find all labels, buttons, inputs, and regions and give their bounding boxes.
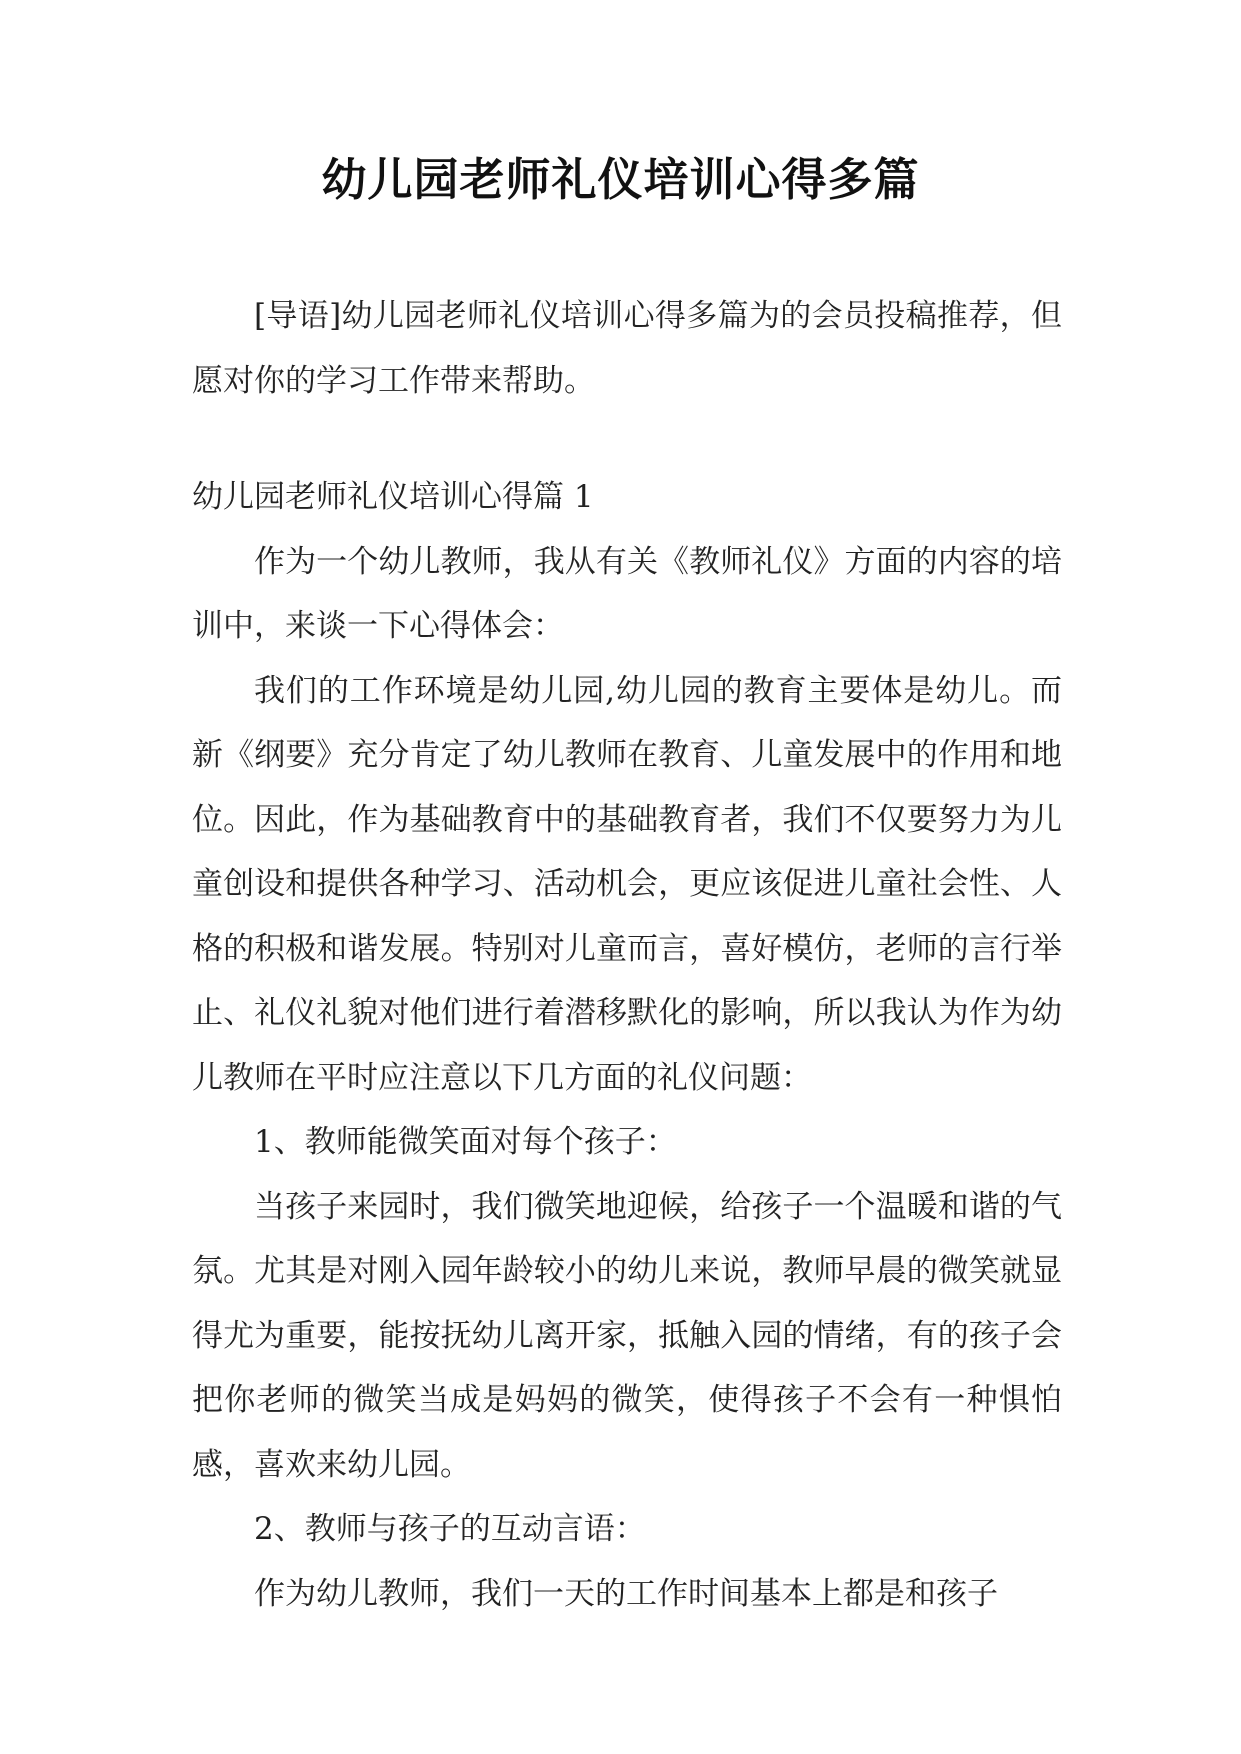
section-1 bbox=[192, 465, 1062, 1626]
list-item-heading: 1、教师能微笑面对每个孩子： bbox=[254, 1124, 677, 1160]
paragraph: 作为一个幼儿教师，我从有关《教师礼仪》方面的内容的培训中，来谈一下心得体会： bbox=[192, 543, 1062, 644]
intro-paragraph: [导语]幼儿园老师礼仪培训心得多篇为的会员投稿推荐，但愿对你的学习工作带来帮助。 bbox=[192, 298, 1062, 399]
paragraph: 我们的工作环境是幼儿园,幼儿园的教育主要体是幼儿。而新《纲要》充分肯定了幼儿教师在教育、儿童发展中的作用和地位。因此，作为基础教育中的基础教育者，我们不仅要努力为儿童创设和提供各种学习、活动机会，更应该促进儿童社会性、人格的积极和谐发展。特别对儿童而言，喜好模仿，老师的言行举止、礼仪礼貌对他们进行着潜移默化的影响，所以我认为作为幼儿教师在平时应注意以下几方面的礼仪问题： bbox=[192, 672, 1062, 1096]
list-item-heading: 2、教师与孩子的互动言语： bbox=[254, 1511, 646, 1547]
intro-block bbox=[192, 284, 1062, 413]
section-heading: 幼儿园老师礼仪培训心得篇 1 bbox=[192, 479, 594, 515]
document-title: 幼儿园老师礼仪培训心得多篇 bbox=[321, 153, 920, 206]
paragraph: 当孩子来园时，我们微笑地迎候，给孩子一个温暖和谐的气氛。尤其是对刚入园年龄较小的幼儿来说，教师早晨的微笑就显得尤为重要，能按抚幼儿离开家，抵触入园的情绪，有的孩子会把你老师的微笑当成是妈妈的微笑，使得孩子不会有一种惧怕感，喜欢来幼儿园。 bbox=[192, 1188, 1062, 1483]
paragraph: 作为幼儿教师，我们一天的工作时间基本上都是和孩子 bbox=[254, 1575, 998, 1612]
